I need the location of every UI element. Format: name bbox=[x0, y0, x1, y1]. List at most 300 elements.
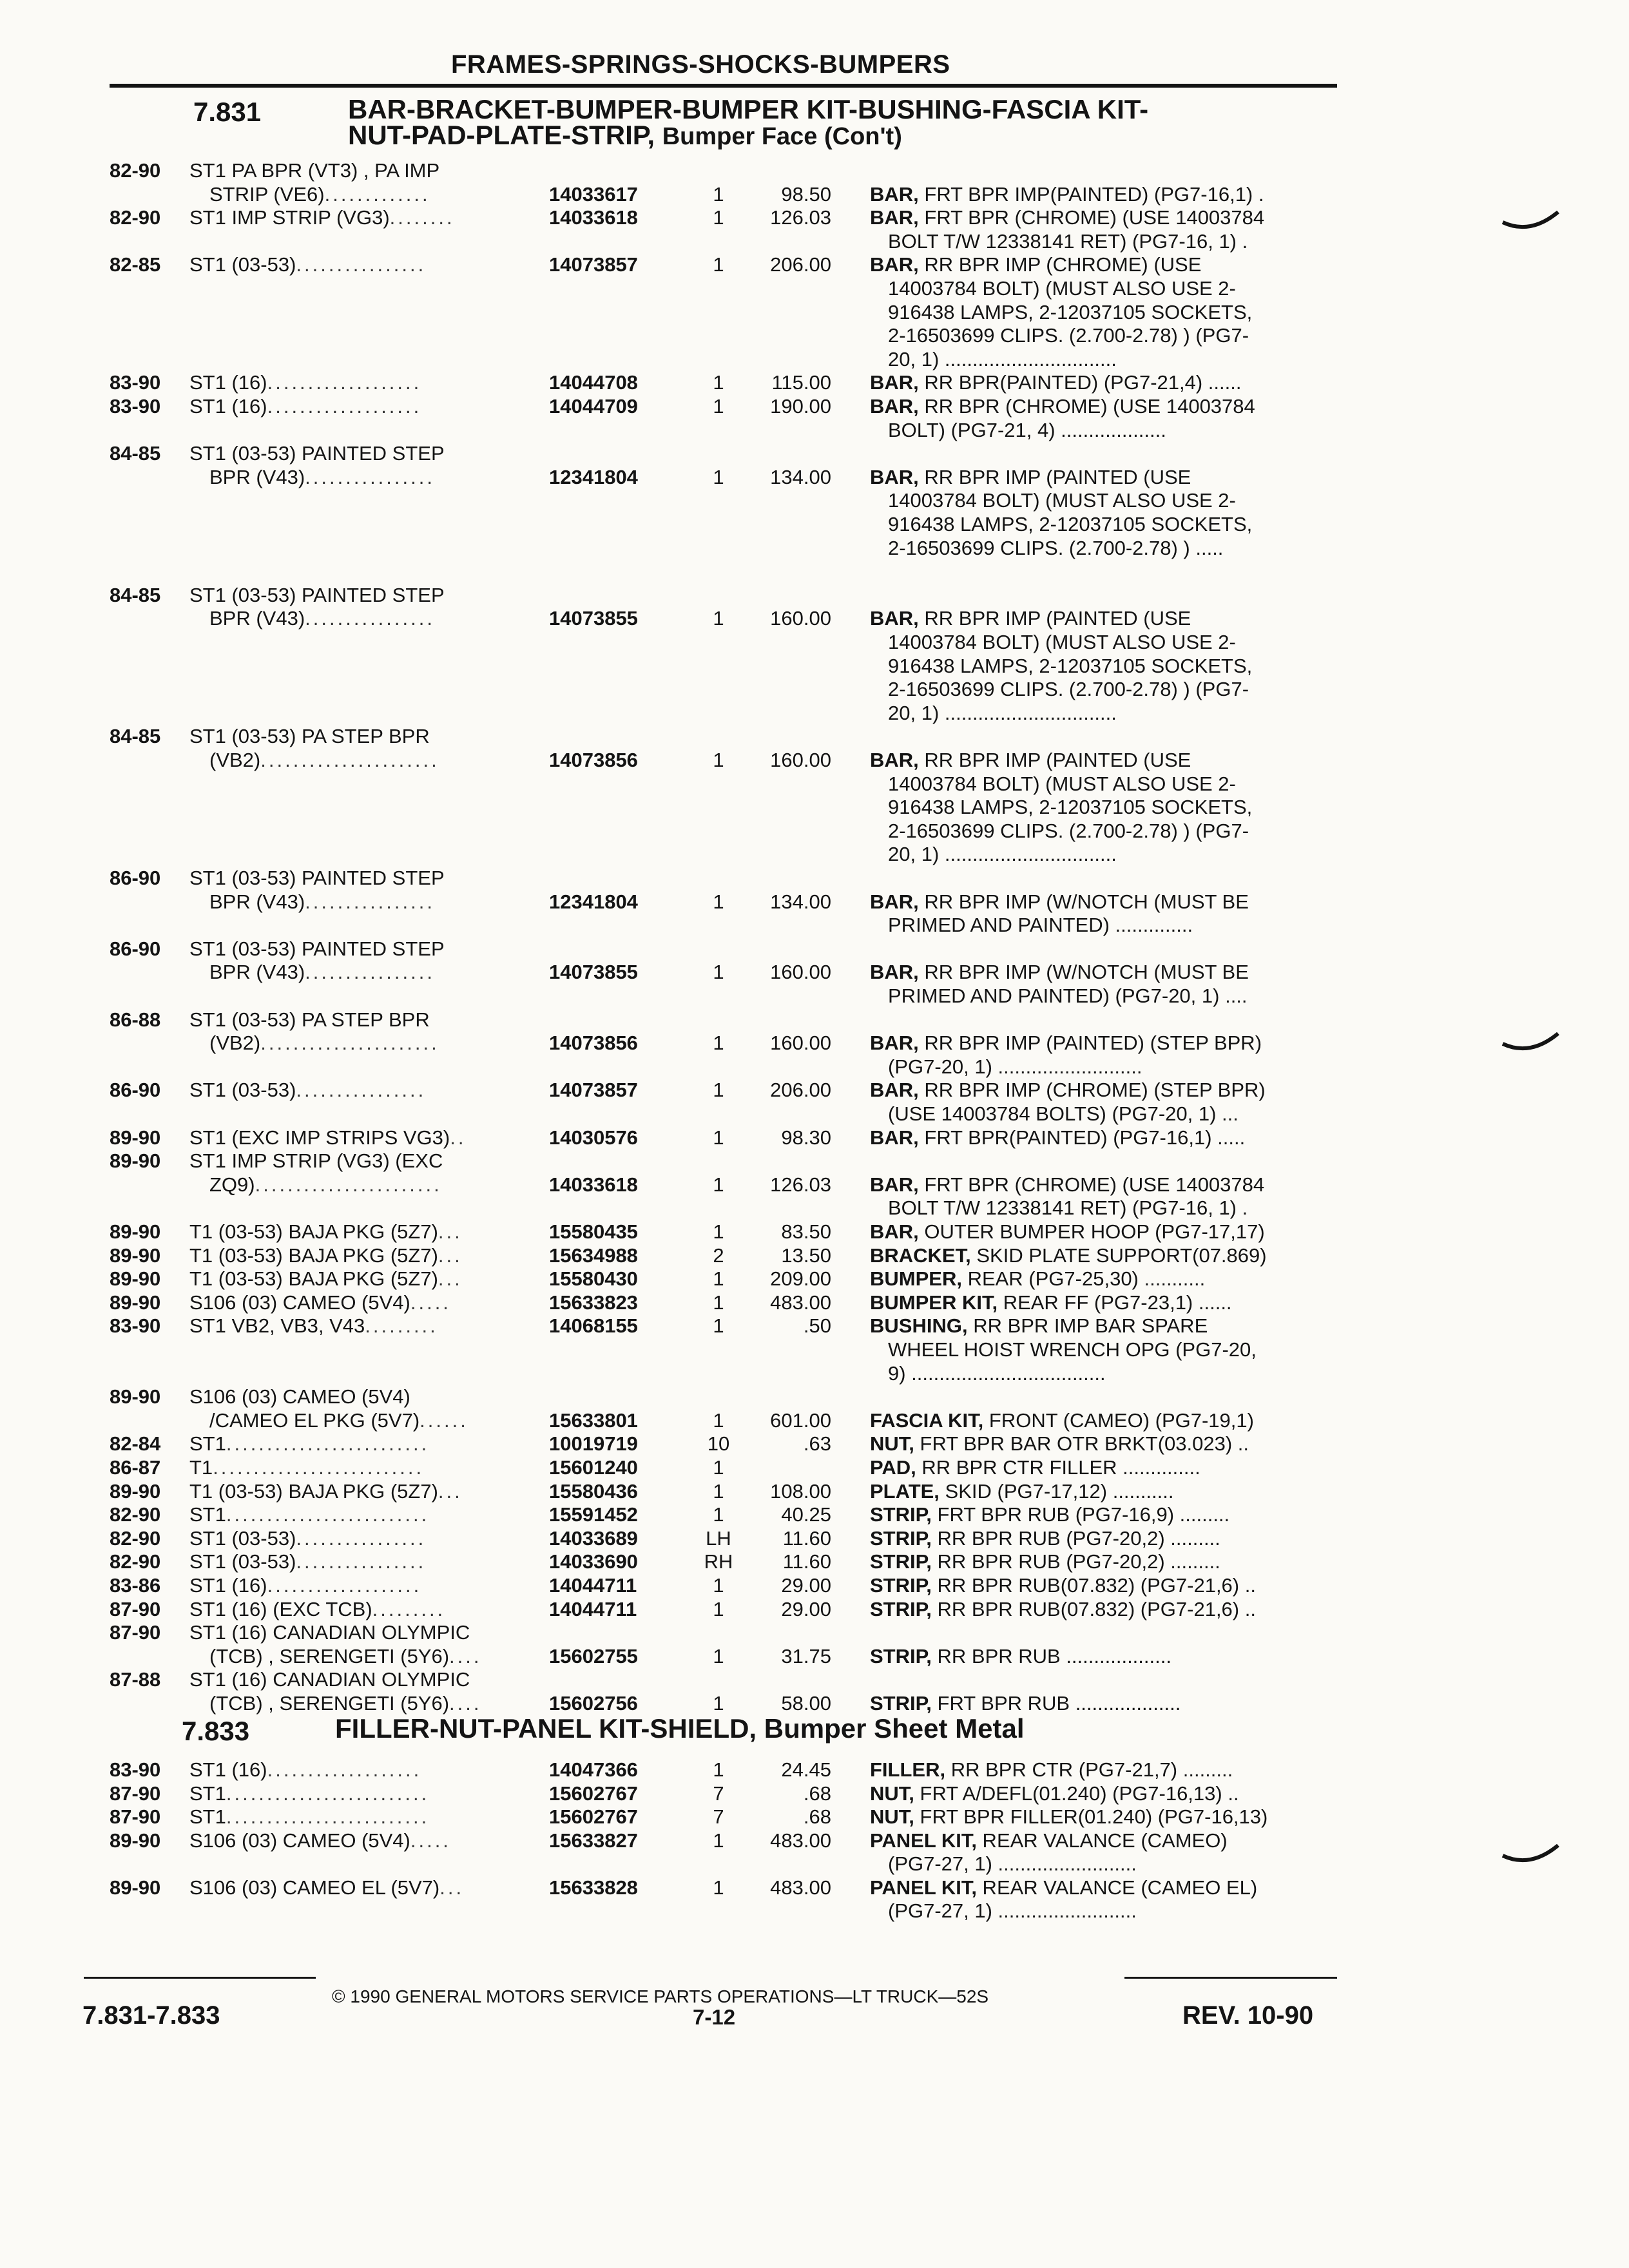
quantity: 1 bbox=[713, 1032, 724, 1055]
part-number: 15601240 bbox=[549, 1456, 638, 1479]
description-text: BOLT T/W 12338141 RET) (PG7-16, 1) . bbox=[888, 229, 1248, 253]
part-description: BAR, RR BPR IMP (PAINTED (USE bbox=[870, 465, 1191, 488]
leader-dots: ................... bbox=[267, 1758, 422, 1781]
model-years: 83-90 bbox=[110, 1758, 161, 1781]
part-number: 14044708 bbox=[549, 371, 638, 394]
model-application: ST1 ......................... bbox=[189, 1432, 430, 1456]
binder-mark bbox=[1501, 1843, 1559, 1869]
part-description: BAR, RR BPR IMP (CHROME) (USE bbox=[870, 253, 1202, 276]
quantity: 1 bbox=[713, 961, 724, 984]
footer-revision: REV. 10-90 bbox=[1182, 2001, 1314, 2030]
leader-dots: ...... bbox=[419, 1408, 468, 1432]
part-description: PAD, RR BPR CTR FILLER .............. bbox=[870, 1456, 1200, 1479]
part-description: BRACKET, SKID PLATE SUPPORT(07.869) bbox=[870, 1244, 1267, 1267]
price: 190.00 bbox=[770, 395, 831, 418]
leader-dots: ................ bbox=[305, 465, 435, 488]
part-description: PANEL KIT, REAR VALANCE (CAMEO) bbox=[870, 1829, 1228, 1852]
part-number: 14033689 bbox=[549, 1526, 638, 1550]
part-name: STRIP, bbox=[870, 1503, 932, 1526]
price: 160.00 bbox=[770, 749, 831, 771]
footer-section-range: 7.831-7.833 bbox=[82, 2001, 220, 2030]
part-description: NUT, FRT BPR FILLER(01.240) (PG7-16,13) bbox=[870, 1805, 1268, 1828]
quantity: LH bbox=[706, 1526, 731, 1550]
price: .63 bbox=[803, 1432, 831, 1456]
model-years: 82-85 bbox=[110, 253, 161, 276]
part-number: 15633801 bbox=[549, 1408, 638, 1432]
footer-page-number: 7-12 bbox=[693, 2005, 736, 2029]
model-years: 84-85 bbox=[110, 725, 161, 748]
quantity: 1 bbox=[713, 1644, 724, 1667]
leader-dots: ................ bbox=[296, 253, 427, 276]
model-years: 82-90 bbox=[110, 1550, 161, 1573]
part-name: BAR, bbox=[870, 961, 919, 984]
footer-rule-left bbox=[84, 1977, 316, 1979]
part-name: PANEL KIT, bbox=[870, 1876, 977, 1899]
model-years: 89-90 bbox=[110, 1267, 161, 1291]
model-application: BPR (V43) ................ bbox=[209, 607, 435, 630]
description-text: 14003784 BOLT) (MUST ALSO USE 2- bbox=[888, 489, 1236, 512]
model-application: T1 .......................... bbox=[189, 1456, 425, 1479]
footer-rule-right bbox=[1124, 1977, 1337, 1979]
model-years: 83-90 bbox=[110, 371, 161, 394]
part-number: 14073857 bbox=[549, 253, 638, 276]
part-number: 15633828 bbox=[549, 1876, 638, 1899]
quantity: 1 bbox=[713, 395, 724, 418]
part-name: STRIP, bbox=[870, 1597, 932, 1620]
part-number: 15633823 bbox=[549, 1291, 638, 1314]
part-name: STRIP, bbox=[870, 1574, 932, 1597]
price: .50 bbox=[803, 1314, 831, 1338]
part-number: 14044711 bbox=[549, 1574, 637, 1597]
quantity: 1 bbox=[713, 253, 724, 276]
part-number: 12341804 bbox=[549, 465, 638, 488]
price: 29.00 bbox=[781, 1597, 831, 1620]
quantity: 10 bbox=[707, 1432, 730, 1456]
part-number: 15580430 bbox=[549, 1267, 638, 1291]
model-years: 89-90 bbox=[110, 1479, 161, 1503]
price: 40.25 bbox=[781, 1503, 831, 1526]
part-name: BAR, bbox=[870, 465, 919, 488]
model-application: BPR (V43) ................ bbox=[209, 465, 435, 488]
leader-dots: ............. bbox=[324, 182, 430, 206]
model-application: (TCB) , SERENGETI (5Y6) .... bbox=[209, 1692, 482, 1715]
price: 483.00 bbox=[770, 1829, 831, 1852]
part-number: 15634988 bbox=[549, 1244, 638, 1267]
part-name: STRIP, bbox=[870, 1550, 932, 1573]
quantity: 1 bbox=[713, 1220, 724, 1243]
part-number: 14068155 bbox=[549, 1314, 638, 1338]
description-text: BOLT T/W 12338141 RET) (PG7-16, 1) . bbox=[888, 1196, 1248, 1220]
model-application: (VB2) ...................... bbox=[209, 1032, 439, 1055]
description-text: (PG7-27, 1) ......................... bbox=[888, 1899, 1137, 1922]
binder-mark bbox=[1501, 1031, 1559, 1057]
part-name: BUMPER KIT, bbox=[870, 1291, 998, 1314]
quantity: 1 bbox=[713, 371, 724, 394]
quantity: 1 bbox=[713, 1876, 724, 1899]
part-name: BAR, bbox=[870, 1220, 919, 1243]
quantity: 1 bbox=[713, 1314, 724, 1338]
part-description: BUMPER KIT, REAR FF (PG7-23,1) ...... bbox=[870, 1291, 1232, 1314]
model-years: 82-90 bbox=[110, 159, 161, 182]
leader-dots: ................... bbox=[267, 395, 422, 418]
binder-mark bbox=[1501, 209, 1559, 235]
part-description: BUMPER, REAR (PG7-25,30) ........... bbox=[870, 1267, 1206, 1291]
part-number: 15602767 bbox=[549, 1782, 638, 1805]
part-description: PANEL KIT, REAR VALANCE (CAMEO EL) bbox=[870, 1876, 1258, 1899]
part-description: STRIP, RR BPR RUB (PG7-20,2) ......... bbox=[870, 1526, 1220, 1550]
model-application: ST1 (16) ................... bbox=[189, 371, 422, 394]
model-application: ST1 (03-53) PA STEP BPR bbox=[189, 725, 430, 748]
page-header-title: FRAMES-SPRINGS-SHOCKS-BUMPERS bbox=[451, 50, 950, 79]
description-text: 916438 LAMPS, 2-12037105 SOCKETS, bbox=[888, 300, 1253, 323]
leader-dots: ........ bbox=[389, 206, 455, 229]
model-years: 89-90 bbox=[110, 1126, 161, 1149]
part-number: 14047366 bbox=[549, 1758, 638, 1781]
description-text: 20, 1) ............................... bbox=[888, 347, 1117, 370]
leader-dots: ......................... bbox=[226, 1432, 430, 1456]
part-name: PAD, bbox=[870, 1456, 916, 1479]
model-years: 89-90 bbox=[110, 1829, 161, 1852]
part-name: PLATE, bbox=[870, 1479, 940, 1503]
model-application: ZQ9) ....................... bbox=[209, 1173, 442, 1196]
description-text: (USE 14003784 BOLTS) (PG7-20, 1) ... bbox=[888, 1102, 1239, 1125]
quantity: 1 bbox=[713, 1291, 724, 1314]
leader-dots: ... bbox=[438, 1267, 463, 1291]
quantity: 7 bbox=[713, 1805, 724, 1828]
price: 134.00 bbox=[770, 465, 831, 488]
description-text: BOLT) (PG7-21, 4) ................... bbox=[888, 418, 1166, 441]
part-description: BAR, RR BPR (CHROME) (USE 14003784 bbox=[870, 395, 1255, 418]
model-years: 82-90 bbox=[110, 1526, 161, 1550]
leader-dots: ..... bbox=[410, 1829, 451, 1852]
part-name: BAR, bbox=[870, 1173, 919, 1196]
quantity: 7 bbox=[713, 1782, 724, 1805]
model-years: 86-87 bbox=[110, 1456, 161, 1479]
part-description: STRIP, FRT BPR RUB ................... bbox=[870, 1692, 1181, 1715]
model-application: ST1 (16) ................... bbox=[189, 1758, 422, 1781]
model-years: 86-90 bbox=[110, 867, 161, 889]
quantity: 1 bbox=[713, 1597, 724, 1620]
leader-dots: ... bbox=[438, 1244, 463, 1267]
model-application: ST1 (03-53) PAINTED STEP bbox=[189, 583, 445, 606]
model-application: ST1 (03-53) PAINTED STEP bbox=[189, 867, 445, 889]
model-application: /CAMEO EL PKG (5V7) ...... bbox=[209, 1408, 468, 1432]
part-name: FILLER, bbox=[870, 1758, 946, 1781]
leader-dots: ...................... bbox=[260, 749, 439, 771]
part-name: BAR, bbox=[870, 607, 919, 630]
part-description: STRIP, RR BPR RUB (PG7-20,2) ......... bbox=[870, 1550, 1220, 1573]
model-years: 84-85 bbox=[110, 442, 161, 465]
price: 126.03 bbox=[770, 1173, 831, 1196]
model-application: (VB2) ...................... bbox=[209, 749, 439, 771]
part-name: BAR, bbox=[870, 1079, 919, 1102]
model-years: 87-90 bbox=[110, 1597, 161, 1620]
price: 58.00 bbox=[781, 1692, 831, 1715]
model-years: 89-90 bbox=[110, 1220, 161, 1243]
leader-dots: ......................... bbox=[226, 1805, 430, 1828]
part-number: 14033618 bbox=[549, 206, 638, 229]
part-number: 15602756 bbox=[549, 1692, 638, 1715]
description-text: 2-16503699 CLIPS. (2.700-2.78) ) ..... bbox=[888, 536, 1224, 559]
part-description: NUT, FRT BPR BAR OTR BRKT(03.023) .. bbox=[870, 1432, 1249, 1456]
model-years: 86-90 bbox=[110, 937, 161, 960]
part-name: STRIP, bbox=[870, 1692, 932, 1715]
part-name: BUMPER, bbox=[870, 1267, 962, 1291]
section-title-line1: BAR-BRACKET-BUMPER-BUMPER KIT-BUSHING-FASCIA KIT- bbox=[348, 94, 1149, 124]
model-application: ST1 (03-53) PAINTED STEP bbox=[189, 937, 445, 960]
section-subtitle: Bumper Sheet Metal bbox=[764, 1713, 1025, 1744]
price: 601.00 bbox=[770, 1408, 831, 1432]
leader-dots: .... bbox=[449, 1644, 482, 1667]
price: 13.50 bbox=[781, 1244, 831, 1267]
model-years: 83-86 bbox=[110, 1574, 161, 1597]
model-application: ST1 (EXC IMP STRIPS VG3) .. bbox=[189, 1126, 467, 1149]
leader-dots: ... bbox=[439, 1876, 465, 1899]
price: .68 bbox=[803, 1805, 831, 1828]
leader-dots: ......................... bbox=[226, 1782, 430, 1805]
price: 209.00 bbox=[770, 1267, 831, 1291]
model-application: BPR (V43) ................ bbox=[209, 890, 435, 913]
part-description: STRIP, FRT BPR RUB (PG7-16,9) ......... bbox=[870, 1503, 1230, 1526]
part-description: BAR, RR BPR(PAINTED) (PG7-21,4) ...... bbox=[870, 371, 1242, 394]
part-number: 10019719 bbox=[549, 1432, 638, 1456]
leader-dots: ................... bbox=[267, 371, 422, 394]
model-application: ST1 VB2, VB3, V43 ......... bbox=[189, 1314, 438, 1338]
model-application: T1 (03-53) BAJA PKG (5Z7) ... bbox=[189, 1244, 463, 1267]
model-application: STRIP (VE6) ............. bbox=[209, 182, 430, 206]
quantity: 1 bbox=[713, 749, 724, 771]
part-description: BAR, FRT BPR (CHROME) (USE 14003784 bbox=[870, 1173, 1265, 1196]
price: 108.00 bbox=[770, 1479, 831, 1503]
model-application: ST1 (03-53) PAINTED STEP bbox=[189, 442, 445, 465]
model-application: S106 (03) CAMEO (5V4) bbox=[189, 1385, 410, 1408]
price: 206.00 bbox=[770, 253, 831, 276]
section-title-line2: NUT-PAD-PLATE-STRIP, Bumper Face (Con't) bbox=[348, 120, 902, 150]
part-description: PLATE, SKID (PG7-17,12) ........... bbox=[870, 1479, 1174, 1503]
leader-dots: ...................... bbox=[260, 1032, 439, 1055]
description-text: PRIMED AND PAINTED) .............. bbox=[888, 914, 1193, 937]
model-application: ST1 (16) ................... bbox=[189, 1574, 422, 1597]
model-application: ST1 (16) ................... bbox=[189, 395, 422, 418]
part-number: 14073856 bbox=[549, 1032, 638, 1055]
part-name: BAR, bbox=[870, 1126, 919, 1149]
model-application: ST1 (03-53) PA STEP BPR bbox=[189, 1008, 430, 1031]
model-years: 83-90 bbox=[110, 1314, 161, 1338]
leader-dots: ................ bbox=[296, 1526, 427, 1550]
leader-dots: ................ bbox=[305, 961, 435, 984]
part-name: BUSHING, bbox=[870, 1314, 968, 1338]
quantity: 1 bbox=[713, 1456, 724, 1479]
section-subtitle: Bumper Face (Con't) bbox=[662, 123, 902, 150]
quantity: RH bbox=[704, 1550, 733, 1573]
part-description: FASCIA KIT, FRONT (CAMEO) (PG7-19,1) bbox=[870, 1408, 1254, 1432]
model-application: ST1 ......................... bbox=[189, 1503, 430, 1526]
part-name: NUT, bbox=[870, 1782, 914, 1805]
model-application: ST1 PA BPR (VT3) , PA IMP bbox=[189, 159, 440, 182]
quantity: 1 bbox=[713, 182, 724, 206]
description-text: WHEEL HOIST WRENCH OPG (PG7-20, bbox=[888, 1338, 1257, 1361]
leader-dots: .. bbox=[450, 1126, 467, 1149]
price: 160.00 bbox=[770, 607, 831, 630]
part-name: NUT, bbox=[870, 1805, 914, 1828]
description-text: 916438 LAMPS, 2-12037105 SOCKETS, bbox=[888, 796, 1253, 819]
part-description: BUSHING, RR BPR IMP BAR SPARE bbox=[870, 1314, 1208, 1338]
model-application: ST1 (03-53) ................ bbox=[189, 1550, 427, 1573]
part-number: 15602755 bbox=[549, 1644, 638, 1667]
quantity: 1 bbox=[713, 1173, 724, 1196]
model-application: ST1 ......................... bbox=[189, 1805, 430, 1828]
leader-dots: ......... bbox=[365, 1314, 438, 1338]
part-description: BAR, RR BPR IMP (PAINTED) (STEP BPR) bbox=[870, 1032, 1262, 1055]
header-rule bbox=[110, 84, 1337, 88]
footer-copyright: © 1990 GENERAL MOTORS SERVICE PARTS OPERATIONS—LT TRUCK—52S bbox=[332, 1986, 989, 2006]
model-application: T1 (03-53) BAJA PKG (5Z7) ... bbox=[189, 1267, 463, 1291]
price: 483.00 bbox=[770, 1876, 831, 1899]
part-description: FILLER, RR BPR CTR (PG7-21,7) ......... bbox=[870, 1758, 1233, 1781]
model-years: 89-90 bbox=[110, 1149, 161, 1173]
model-years: 86-88 bbox=[110, 1008, 161, 1031]
part-name: BAR, bbox=[870, 371, 919, 394]
quantity: 1 bbox=[713, 1503, 724, 1526]
part-number: 14033617 bbox=[549, 182, 638, 206]
model-years: 82-90 bbox=[110, 206, 161, 229]
part-number: 14044711 bbox=[549, 1597, 637, 1620]
description-text: 20, 1) ............................... bbox=[888, 701, 1117, 724]
model-years: 89-90 bbox=[110, 1876, 161, 1899]
part-number: 14073855 bbox=[549, 961, 638, 984]
part-description: BAR, RR BPR IMP (W/NOTCH (MUST BE bbox=[870, 890, 1249, 913]
part-number: 14033690 bbox=[549, 1550, 638, 1573]
model-years: 87-90 bbox=[110, 1782, 161, 1805]
part-number: 14073855 bbox=[549, 607, 638, 630]
leader-dots: ................ bbox=[296, 1079, 427, 1102]
part-description: BAR, FRT BPR(PAINTED) (PG7-16,1) ..... bbox=[870, 1126, 1246, 1149]
price: 206.00 bbox=[770, 1079, 831, 1102]
model-application: ST1 (16) (EXC TCB) ......... bbox=[189, 1597, 446, 1620]
part-name: BAR, bbox=[870, 890, 919, 913]
model-years: 82-90 bbox=[110, 1503, 161, 1526]
description-text: 916438 LAMPS, 2-12037105 SOCKETS, bbox=[888, 513, 1253, 535]
part-description: STRIP, RR BPR RUB ................... bbox=[870, 1644, 1171, 1667]
part-number: 14073857 bbox=[549, 1079, 638, 1102]
description-text: 14003784 BOLT) (MUST ALSO USE 2- bbox=[888, 631, 1236, 653]
price: 126.03 bbox=[770, 206, 831, 229]
section-number: 7.831 bbox=[193, 97, 262, 127]
model-application: (TCB) , SERENGETI (5Y6) .... bbox=[209, 1644, 482, 1667]
price: 24.45 bbox=[781, 1758, 831, 1781]
leader-dots: ................ bbox=[305, 607, 435, 630]
leader-dots: ................... bbox=[267, 1574, 422, 1597]
model-application: ST1 (03-53) ................ bbox=[189, 1079, 427, 1102]
part-name: FASCIA KIT, bbox=[870, 1408, 984, 1432]
part-name: BAR, bbox=[870, 749, 919, 771]
model-years: 89-90 bbox=[110, 1385, 161, 1408]
description-text: 14003784 BOLT) (MUST ALSO USE 2- bbox=[888, 277, 1236, 300]
leader-dots: ... bbox=[438, 1479, 463, 1503]
part-name: BAR, bbox=[870, 1032, 919, 1055]
description-text: 14003784 BOLT) (MUST ALSO USE 2- bbox=[888, 772, 1236, 795]
quantity: 1 bbox=[713, 1574, 724, 1597]
part-description: BAR, RR BPR IMP (W/NOTCH (MUST BE bbox=[870, 961, 1249, 984]
leader-dots: .......................... bbox=[213, 1456, 425, 1479]
model-application: S106 (03) CAMEO EL (5V7) ... bbox=[189, 1876, 465, 1899]
model-application: ST1 IMP STRIP (VG3) ........ bbox=[189, 206, 455, 229]
quantity: 1 bbox=[713, 607, 724, 630]
part-number: 12341804 bbox=[549, 890, 638, 913]
part-name: NUT, bbox=[870, 1432, 914, 1456]
model-years: 82-84 bbox=[110, 1432, 161, 1456]
model-application: BPR (V43) ................ bbox=[209, 961, 435, 984]
price: 483.00 bbox=[770, 1291, 831, 1314]
description-text: 9) ................................... bbox=[888, 1361, 1106, 1385]
part-description: NUT, FRT A/DEFL(01.240) (PG7-16,13) .. bbox=[870, 1782, 1239, 1805]
price: 83.50 bbox=[781, 1220, 831, 1243]
model-application: T1 (03-53) BAJA PKG (5Z7) ... bbox=[189, 1479, 463, 1503]
part-description: STRIP, RR BPR RUB(07.832) (PG7-21,6) .. bbox=[870, 1597, 1256, 1620]
price: .68 bbox=[803, 1782, 831, 1805]
model-years: 87-88 bbox=[110, 1668, 161, 1691]
description-text: 2-16503699 CLIPS. (2.700-2.78) ) (PG7- bbox=[888, 324, 1249, 347]
part-name: BAR, bbox=[870, 182, 919, 206]
part-description: STRIP, RR BPR RUB(07.832) (PG7-21,6) .. bbox=[870, 1574, 1256, 1597]
model-application: S106 (03) CAMEO (5V4) ..... bbox=[189, 1291, 451, 1314]
model-application: ST1 (03-53) ................ bbox=[189, 253, 427, 276]
quantity: 1 bbox=[713, 1829, 724, 1852]
part-description: BAR, RR BPR IMP (CHROME) (STEP BPR) bbox=[870, 1079, 1266, 1102]
part-number: 14033618 bbox=[549, 1173, 638, 1196]
model-years: 87-90 bbox=[110, 1621, 161, 1644]
part-description: BAR, OUTER BUMPER HOOP (PG7-17,17) bbox=[870, 1220, 1265, 1243]
part-number: 15591452 bbox=[549, 1503, 638, 1526]
model-years: 89-90 bbox=[110, 1291, 161, 1314]
part-description: BAR, RR BPR IMP (PAINTED (USE bbox=[870, 607, 1191, 630]
price: 115.00 bbox=[771, 371, 831, 394]
price: 98.30 bbox=[781, 1126, 831, 1149]
price: 98.50 bbox=[781, 182, 831, 206]
price: 160.00 bbox=[770, 961, 831, 984]
model-years: 89-90 bbox=[110, 1244, 161, 1267]
leader-dots: .... bbox=[449, 1692, 482, 1715]
part-description: BAR, FRT BPR IMP(PAINTED) (PG7-16,1) . bbox=[870, 182, 1264, 206]
part-number: 15580436 bbox=[549, 1479, 638, 1503]
leader-dots: ......... bbox=[372, 1597, 446, 1620]
model-years: 83-90 bbox=[110, 395, 161, 418]
section-number: 7.833 bbox=[182, 1716, 250, 1746]
quantity: 1 bbox=[713, 1079, 724, 1102]
part-number: 14044709 bbox=[549, 395, 638, 418]
description-text: PRIMED AND PAINTED) (PG7-20, 1) .... bbox=[888, 985, 1248, 1007]
quantity: 1 bbox=[713, 1479, 724, 1503]
part-name: STRIP, bbox=[870, 1644, 932, 1667]
model-years: 86-90 bbox=[110, 1079, 161, 1102]
part-name: STRIP, bbox=[870, 1526, 932, 1550]
part-number: 15633827 bbox=[549, 1829, 638, 1852]
part-number: 14030576 bbox=[549, 1126, 638, 1149]
quantity: 1 bbox=[713, 206, 724, 229]
quantity: 1 bbox=[713, 890, 724, 913]
model-application: ST1 IMP STRIP (VG3) (EXC bbox=[189, 1149, 443, 1173]
description-text: 916438 LAMPS, 2-12037105 SOCKETS, bbox=[888, 654, 1253, 677]
part-number: 15580435 bbox=[549, 1220, 638, 1243]
quantity: 1 bbox=[713, 465, 724, 488]
leader-dots: ....................... bbox=[255, 1173, 442, 1196]
model-application: ST1 (03-53) ................ bbox=[189, 1526, 427, 1550]
description-text: 2-16503699 CLIPS. (2.700-2.78) ) (PG7- bbox=[888, 678, 1249, 701]
leader-dots: ................ bbox=[296, 1550, 427, 1573]
part-description: BAR, FRT BPR (CHROME) (USE 14003784 bbox=[870, 206, 1265, 229]
leader-dots: ................ bbox=[305, 890, 435, 913]
model-years: 84-85 bbox=[110, 583, 161, 606]
